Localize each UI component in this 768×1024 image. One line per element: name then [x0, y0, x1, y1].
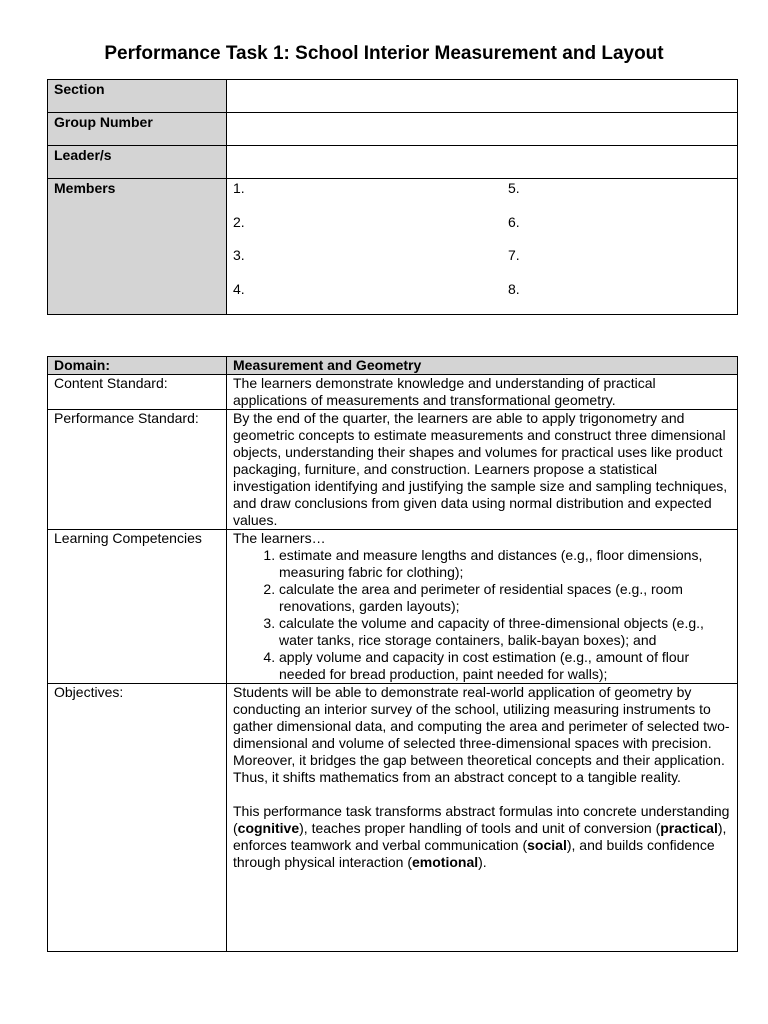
competencies-list — [233, 547, 731, 683]
section-row — [48, 80, 738, 113]
list-item: 4. apply volume and capacity in cost estimation (e.g., amount of flour needed for bread production, paint needed for walls); — [279, 649, 731, 683]
content-standard-value: The learners demonstrate knowledge and understanding of practical applications of measurements and transformational geometry. — [227, 375, 738, 410]
members-label: Members — [48, 179, 227, 315]
section-field[interactable] — [227, 80, 738, 113]
emphasis-social: social — [527, 837, 567, 853]
text-run: ), enforces teamwork and verbal communication ( — [233, 820, 727, 853]
group-number-row — [48, 113, 738, 146]
domain-row — [48, 357, 738, 375]
member-slot[interactable]: 7. — [508, 247, 520, 263]
emphasis-emotional: emotional — [412, 854, 479, 870]
member-slot[interactable]: 6. — [508, 213, 520, 230]
objectives-value — [227, 684, 738, 952]
members-row — [48, 179, 738, 315]
member-slot[interactable]: 8. — [508, 280, 520, 297]
leaders-field[interactable] — [227, 146, 738, 179]
group-info-table — [47, 79, 738, 315]
section-label: Section — [48, 80, 227, 113]
member-slot[interactable]: 3. — [233, 247, 245, 263]
domain-label: Domain: — [48, 357, 227, 375]
content-standard-row — [48, 375, 738, 410]
group-number-field[interactable] — [227, 113, 738, 146]
member-slot[interactable]: 5. — [508, 180, 520, 196]
page-title: Performance Task 1: School Interior Measurement and Layout — [104, 43, 664, 64]
member-slot[interactable]: 2. — [233, 213, 245, 230]
content-standard-label: Content Standard: — [48, 375, 227, 410]
objectives-row — [48, 684, 738, 952]
learning-competencies-value — [227, 530, 738, 684]
text-run: ), and builds confidence through physical interaction ( — [233, 837, 715, 870]
emphasis-practical: practical — [660, 820, 718, 836]
members-field[interactable] — [227, 179, 738, 315]
text-run: ), teaches proper handling of tools and unit of conversion ( — [299, 820, 661, 836]
list-item: 3. calculate the volume and capacity of three-dimensional objects (e.g., water tanks, rice storage containers, balik-bayan boxes); and — [279, 615, 731, 649]
leaders-label: Leader/s — [48, 146, 227, 179]
group-number-label: Group Number — [48, 113, 227, 146]
performance-standard-label: Performance Standard: — [48, 410, 227, 530]
learning-competencies-label: Learning Competencies — [48, 530, 227, 684]
curriculum-table — [47, 356, 738, 952]
list-item: 2. calculate the area and perimeter of residential spaces (e.g., room renovations, garden layouts); — [279, 581, 731, 615]
competencies-intro: The learners… — [233, 530, 326, 546]
performance-standard-value: By the end of the quarter, the learners are able to apply trigonometry and geometric concepts to estimate measurements and construct three dimensional objects, understanding their shapes and volumes for practical uses like product packaging, furniture, and construction. Learners propose a statistical investigation identifying and justifying the sample size and sampling techniques, and draw conclusions from given data using normal distribution and expected values. — [227, 410, 738, 530]
text-run: ). — [478, 854, 487, 870]
member-slot[interactable]: 1. — [233, 180, 245, 196]
performance-standard-row — [48, 410, 738, 530]
objectives-paragraph-1: Students will be able to demonstrate real-world application of geometry by conducting an interior survey of the school, utilizing measuring instruments to gather dimensional data, and computing the area and perimeter of selected two-dimensional and volume of selected three-dimensional spaces with precision. Moreover, it bridges the gap between theoretical concepts and their application. Thus, it shifts mathematics from an abstract concept to a tangible reality. — [233, 684, 730, 785]
text-run: This performance task transforms abstract formulas into concrete understanding ( — [233, 803, 730, 836]
objectives-label: Objectives: — [48, 684, 227, 952]
emphasis-cognitive: cognitive — [237, 820, 300, 836]
member-slot[interactable]: 4. — [233, 280, 245, 297]
list-item: 1. estimate and measure lengths and distances (e.g,, floor dimensions, measuring fabric for clothing); — [279, 547, 731, 581]
learning-competencies-row — [48, 530, 738, 684]
members-list — [233, 180, 731, 314]
domain-value: Measurement and Geometry — [227, 357, 738, 375]
objectives-paragraph-2 — [233, 803, 731, 871]
leaders-row — [48, 146, 738, 179]
